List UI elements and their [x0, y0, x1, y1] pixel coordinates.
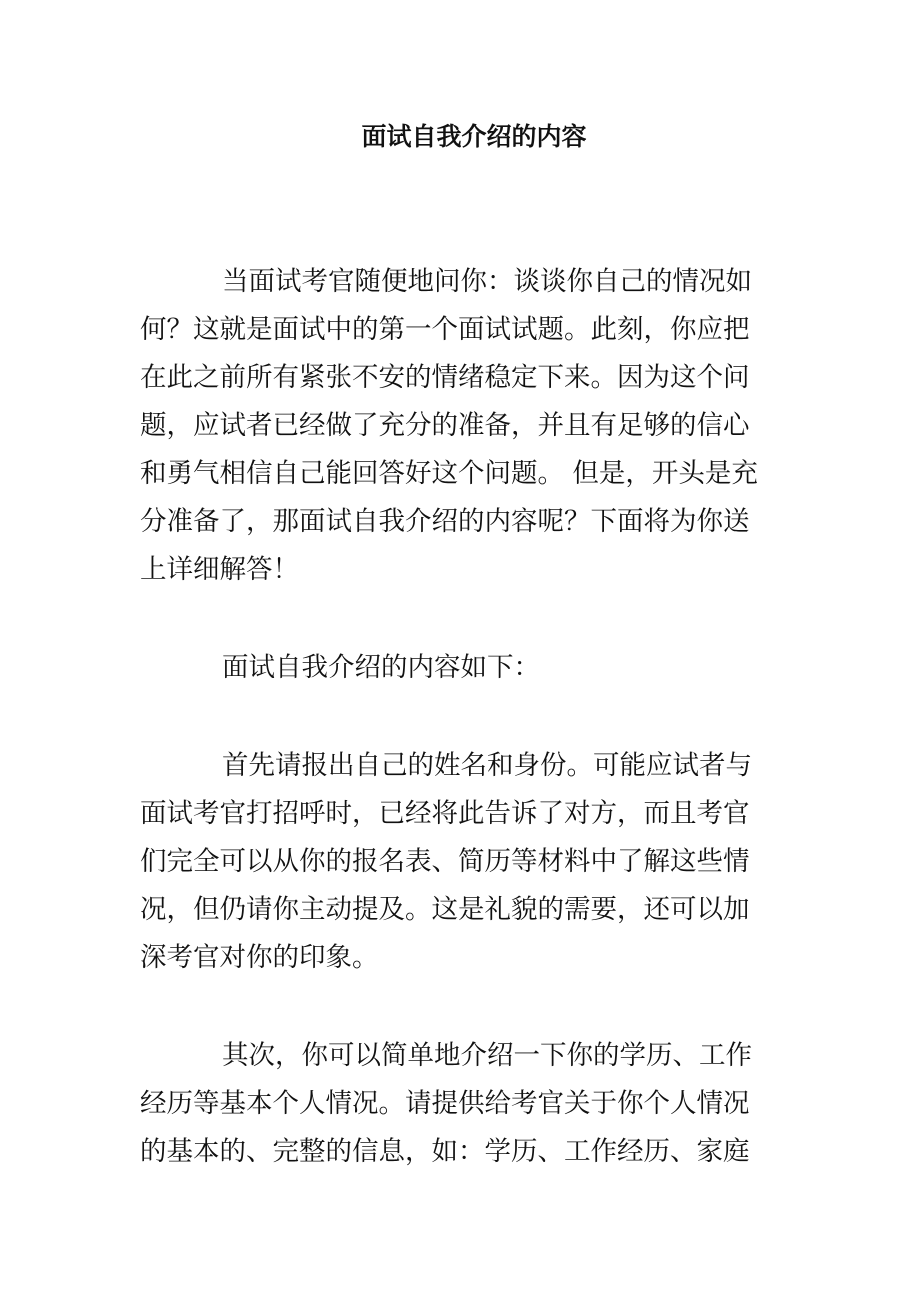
- text-line: 上详细解答！: [140, 554, 299, 585]
- document-title: 面试自我介绍的内容: [361, 122, 587, 151]
- text-line: 深考官对你的印象。: [140, 942, 379, 973]
- text-line: 况，但仍请你主动提及。这是礼貌的需要，还可以加: [140, 894, 750, 925]
- text-line: 经历等基本个人情况。请提供给考官关于你个人情况: [140, 1088, 750, 1119]
- document-body: [140, 258, 790, 1226]
- paragraph: [140, 258, 790, 594]
- text-line: 首先请报出自己的姓名和身份。可能应试者与: [222, 750, 752, 781]
- text-line: 其次，你可以简单地介绍一下你的学历、工作: [222, 1040, 752, 1071]
- text-line: 题，应试者已经做了充分的准备，并且有足够的信心: [140, 410, 750, 441]
- text-line: 在此之前所有紧张不安的情绪稳定下来。因为这个问: [140, 362, 750, 393]
- text-line: 的基本的、完整的信息，如：学历、工作经历、家庭: [140, 1136, 750, 1167]
- text-line: 当面试考官随便地问你：谈谈你自己的情况如: [222, 266, 752, 297]
- text-line: 分准备了，那面试自我介绍的内容呢？下面将为你送: [140, 506, 750, 537]
- paragraph: [140, 742, 790, 982]
- paragraph: [140, 644, 790, 692]
- text-line: 们完全可以从你的报名表、简历等材料中了解这些情: [140, 846, 750, 877]
- text-line: 何？这就是面试中的第一个面试试题。此刻，你应把: [140, 314, 750, 345]
- text-line: 面试考官打招呼时，已经将此告诉了对方，而且考官: [140, 798, 750, 829]
- text-line: 面试自我介绍的内容如下：: [222, 652, 540, 683]
- paragraph: [140, 1032, 790, 1176]
- text-line: 和勇气相信自己能回答好这个问题。 但是，开头是充: [140, 458, 758, 489]
